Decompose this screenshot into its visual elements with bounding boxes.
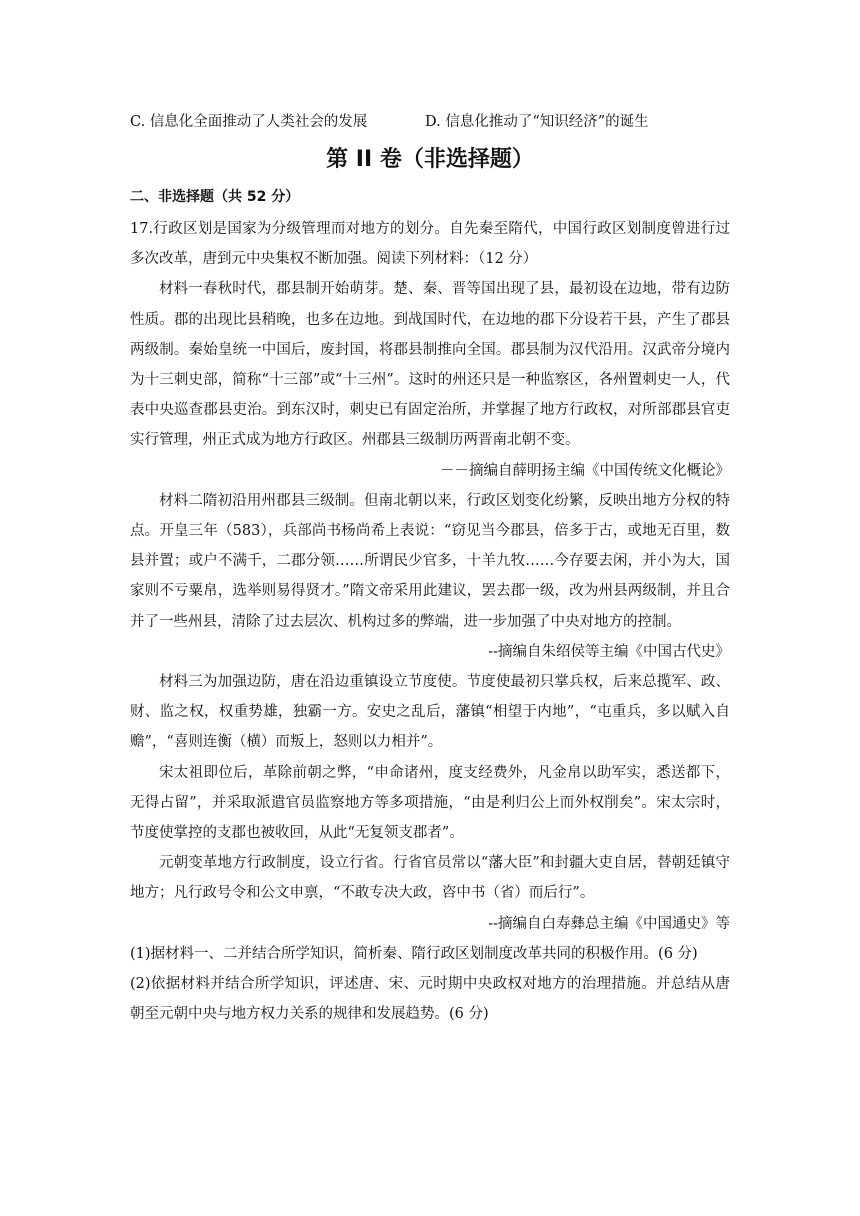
material-3-source: --摘编自白寿彝总主编《中国通史》等 <box>488 915 730 932</box>
material-3-song: 宋太祖即位后，革除前朝之弊，“申命诸州，度支经费外，凡金帛以助军实，悉送都下，无得占留”，并采取派遣官员监察地方等多项措施，“由是利归公上而外权削矣”。宋太宗时，节度使掌控的支郡也被收回，从此“无复领支郡者”。 <box>130 764 730 842</box>
material-1: 材料一春秋时代，郡县制开始萌芽。楚、秦、晋等国出现了县，最初设在边地，带有边防性质。郡的出现比县稍晚，也多在边地。到战国时代，在边地的郡下分设若干县，产生了郡县两级制。秦始皇统一中国后，废封国，将郡县制推向全国。郡县制为汉代沿用。汉武帝分境内为十三刺史部，简称“十三部”或“十三州”。这时的州还只是一种监察区，各州置刺史一人，代表中央巡查郡县吏治。到东汉时，刺史已有固定治所，并掌握了地方行政权，对所部郡县官吏实行管理，州正式成为地方行政区。州郡县三级制历两晋南北朝不变。 <box>130 281 730 449</box>
material-2-source: --摘编自朱绍侯等主编《中国古代史》 <box>488 643 730 660</box>
material-1-source: －－摘编自薛明扬主编《中国传统文化概论》 <box>440 462 730 479</box>
material-3-yuan: 元朝变革地方行政制度，设立行省。行省官员常以“藩大臣”和封疆大吏自居，替朝廷镇守地方；凡行政号令和公文申禀，“不敢专决大政，咨中书（省）而后行”。 <box>130 855 730 902</box>
option-d: D. 信息化推动了“知识经济”的诞生 <box>425 114 649 130</box>
material-3-tang: 材料三为加强边防，唐在沿边重镇设立节度使。节度使最初只掌兵权，后来总揽军、政、财、监之权，权重势雄，独霸一方。安史之乱后，藩镇“相望于内地”，“屯重兵，多以赋入自赡”，“喜则连衡（横）而叛上，怒则以力相并”。 <box>130 674 730 751</box>
material-2: 材料二隋初沿用州郡县三级制。但南北朝以来，行政区划变化纷繁，反映出地方分权的特点。开皇三年（583），兵部尚书杨尚希上表说：“窃见当今郡县，倍多于古，或地无百里，数县并置；或户不满千，二郡分领……所谓民少官多，十羊九牧……今存要去闲，并小为大，国家则不亏粟帛，选举则易得贤才。”隋文帝采用此建议，罢去郡一级，改为州县两级制，并且合并了一些州县，清除了过去层次、机构过多的弊端，进一步加强了中央对地方的控制。 <box>130 492 730 630</box>
question-stem: 17.行政区划是国家为分级管理而对地方的划分。自先秦至隋代，中国行政区划制度曾进行过多次改革，唐到元中央集权不断加强。阅读下列材料：（12 分） <box>130 221 730 268</box>
answer-options-row <box>130 110 649 131</box>
part-heading: 二、非选择题（共 52 分） <box>130 189 300 205</box>
section-title: 第 II 卷（非选择题） <box>326 147 534 172</box>
option-c: C. 信息化全面推动了人类社会的发展 <box>130 114 368 130</box>
sub-question-2: (2)依据材料并结合所学知识，评述唐、宋、元时期中央政权对地方的治理措施。并总结从唐朝至元朝中央与地方权力关系的规律和发展趋势。(6 分) <box>130 976 730 1023</box>
question-17 <box>130 214 730 1029</box>
sub-question-1: (1)据材料一、二并结合所学知识，简析秦、隋行政区划制度改革共同的积极作用。(6 分) <box>130 945 698 962</box>
